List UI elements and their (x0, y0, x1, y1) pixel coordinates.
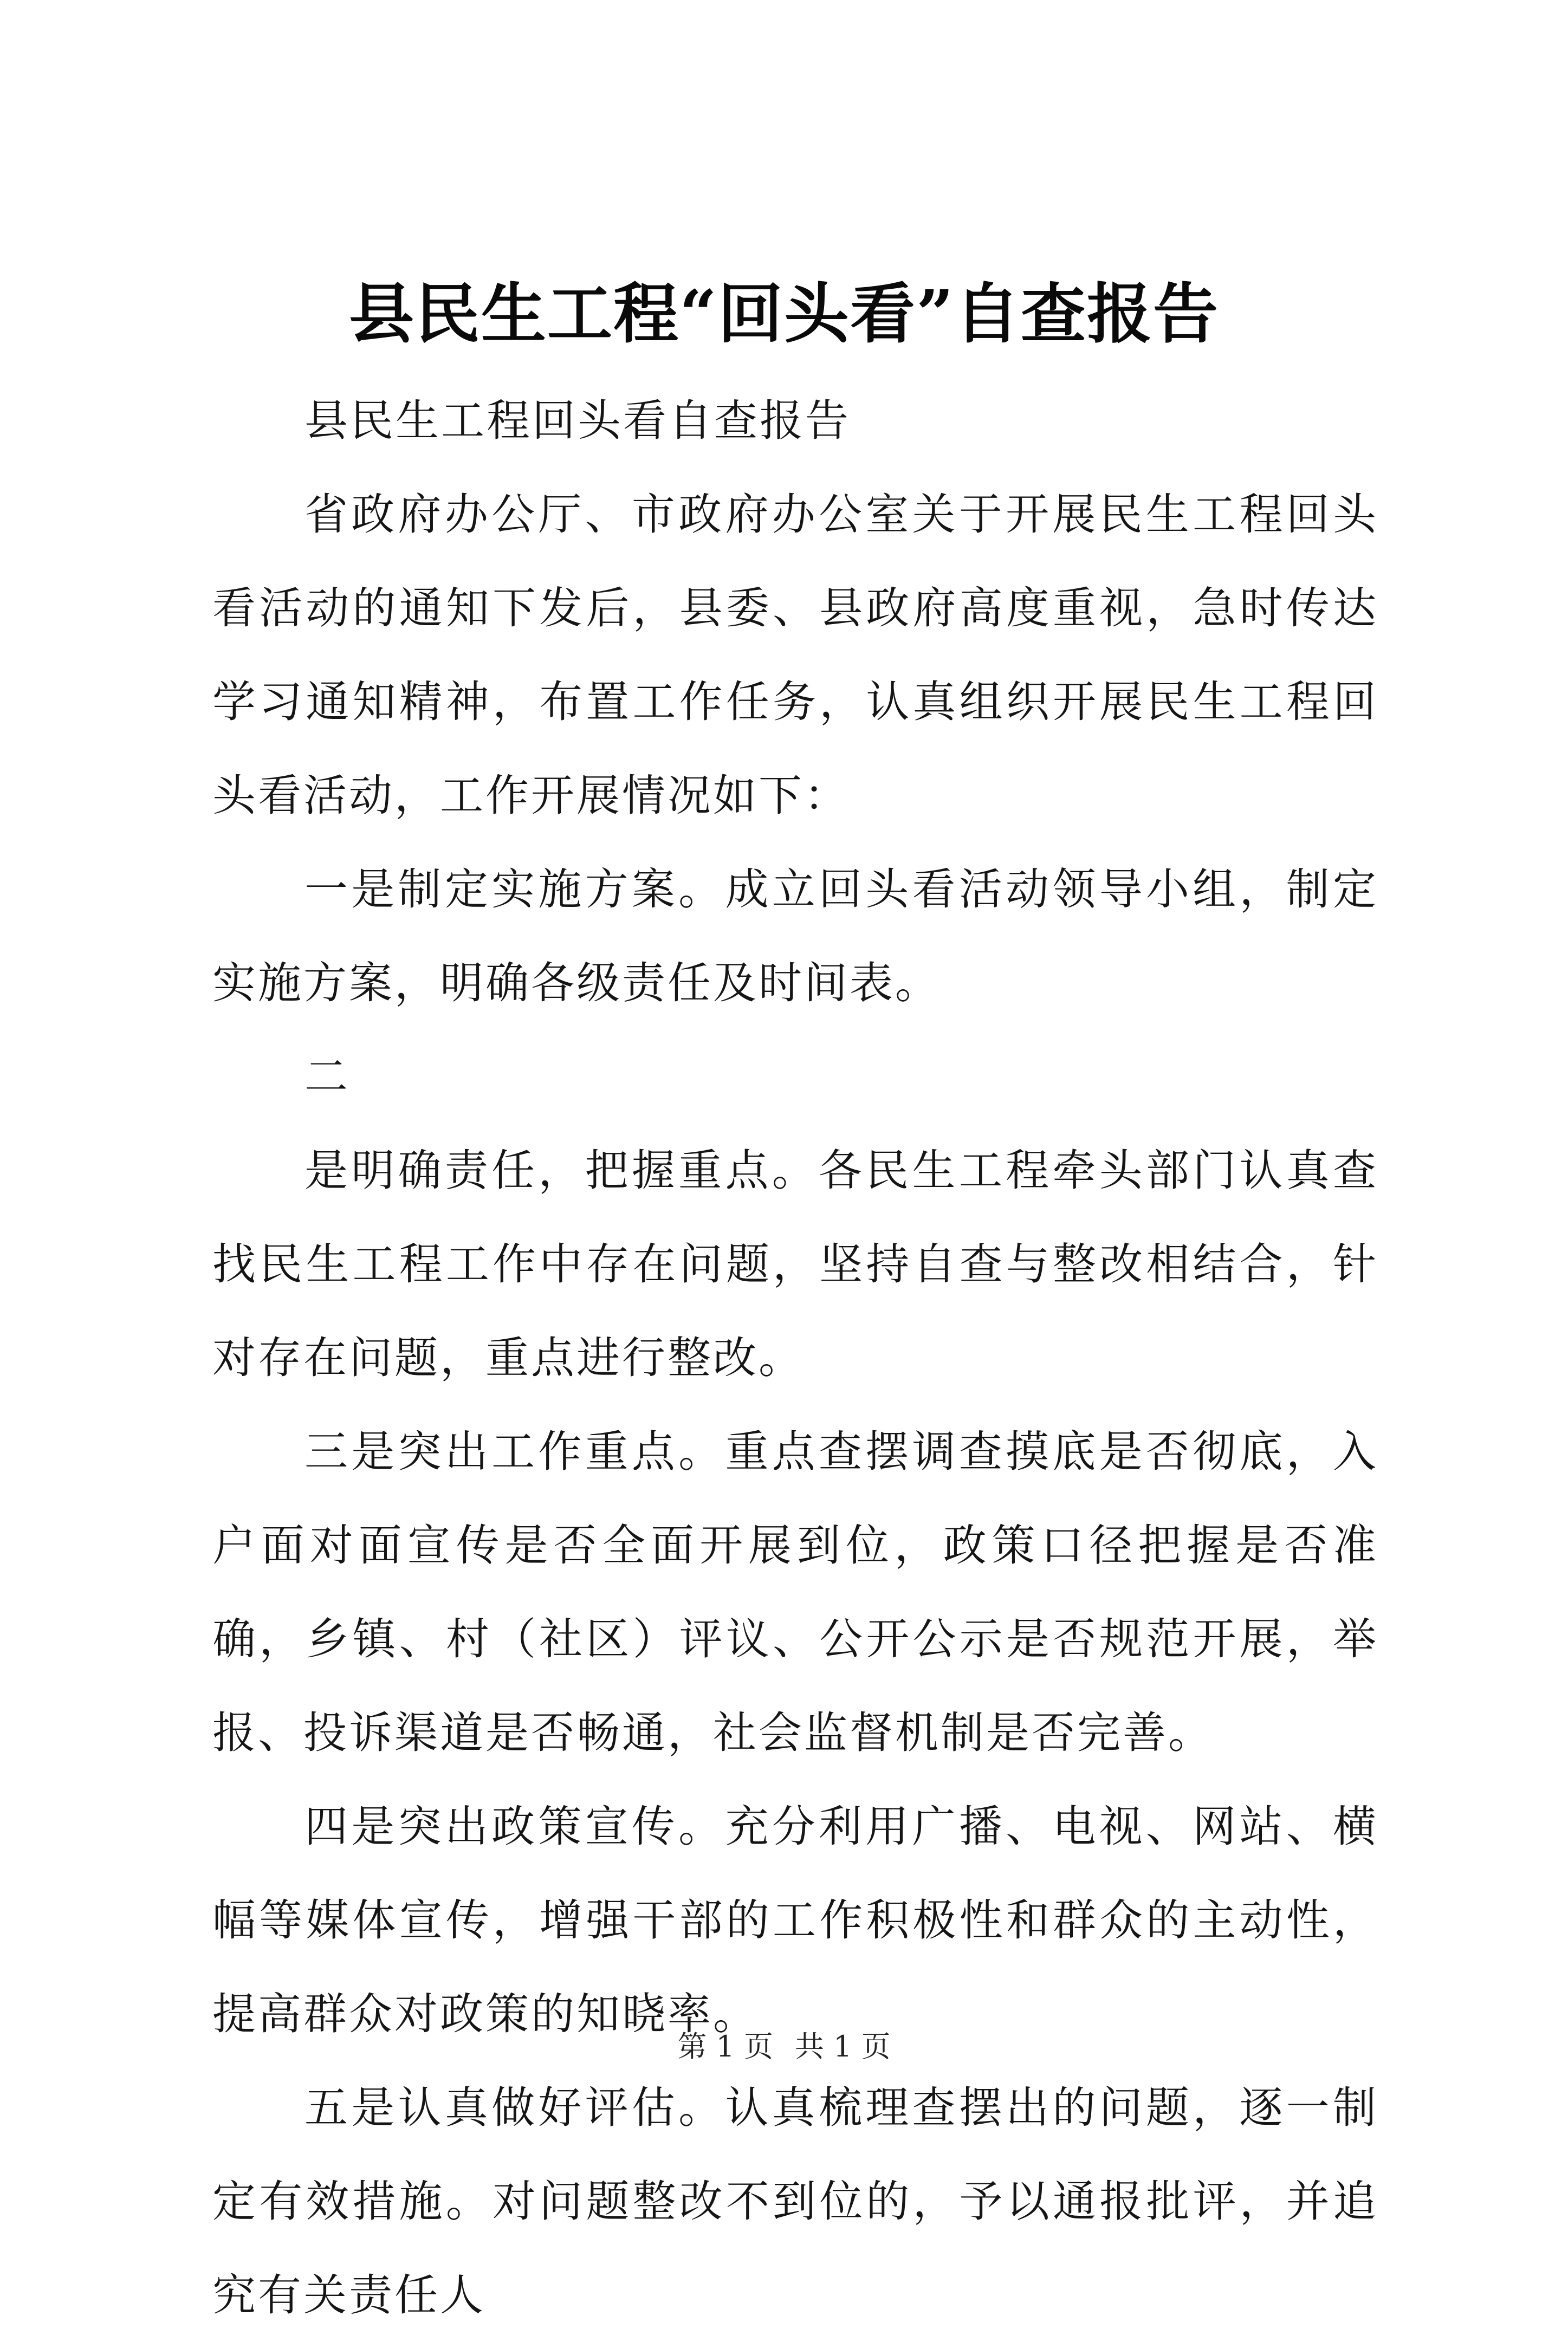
paragraph-subtitle: 县民生工程回头看自查报告 (304, 395, 851, 446)
document-title: 县民生工程“回头看”自查报告 (348, 276, 1220, 352)
page-total: 共 1 页 (795, 2029, 891, 2064)
paragraph-item-three: 三是突出工作重点。重点查摆调查摸底是否彻底，入户面对面宣传是否全面开展到位，政策口径把握是否准确，乡镇、村（社区）评议、公开公示是否规范开展，举报、投诉渠道是否畅通，社会监督机制是否完善。 (212, 1426, 1378, 1758)
paragraph-intro: 省政府办公厅、市政府办公室关于开展民生工程回头看活动的通知下发后，县委、县政府高度重视，急时传达学习通知精神，布置工作任务，认真组织开展民生工程回头看活动，工作开展情况如下： (212, 489, 1378, 821)
page-footer (0, 2025, 1568, 2068)
paragraph-item-five: 五是认真做好评估。认真梳理查摆出的问题，逐一制定有效措施。对问题整改不到位的，予以通报批评，并追究有关责任人 (212, 2083, 1378, 2320)
paragraph-item-four: 四是突出政策宣传。充分利用广播、电视、网站、横幅等媒体宣传，增强干部的工作积极性和群众的主动性，提高群众对政策的知晓率。 (212, 1801, 1378, 2039)
paragraph-item-two: 是明确责任，把握重点。各民生工程牵头部门认真查找民生工程工作中存在问题，坚持自查与整改相结合，针对存在问题，重点进行整改。 (212, 1145, 1378, 1383)
page-number: 第 1 页 (677, 2029, 773, 2064)
paragraph-item-two-marker: 二 (304, 1052, 350, 1102)
paragraph-item-one: 一是制定实施方案。成立回头看活动领导小组，制定实施方案，明确各级责任及时间表。 (212, 864, 1378, 1008)
